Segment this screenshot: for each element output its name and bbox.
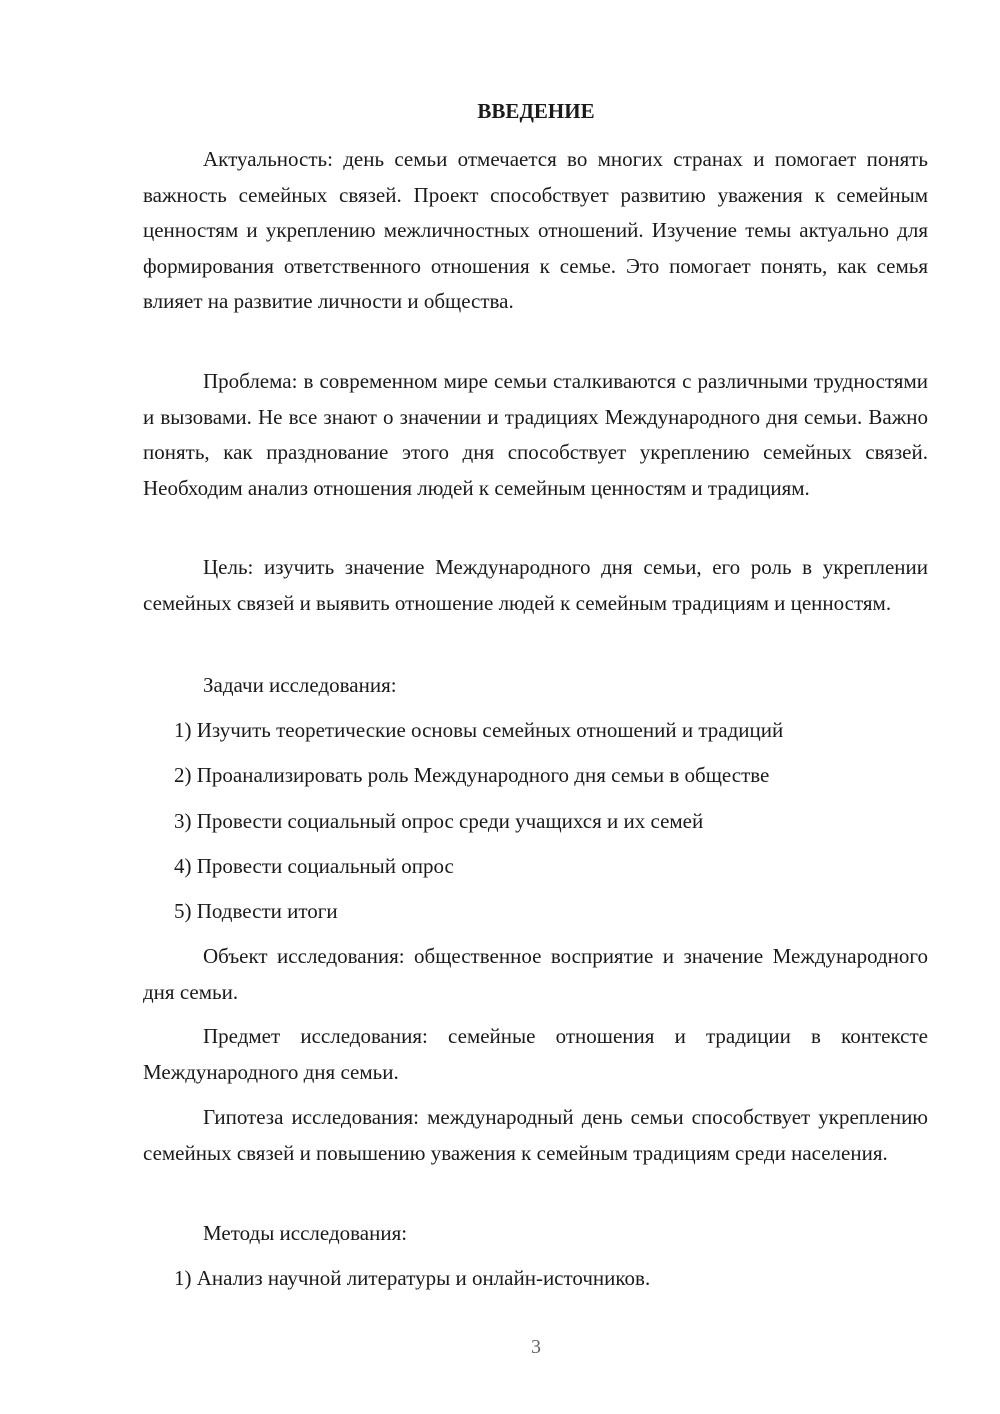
paragraph-goal: Цель: изучить значение Международного дня семьи, его роль в укреплении семейных связей и выявить отношение людей к семейным традициям и ценностям. [143, 555, 928, 615]
paragraph-relevance: Актуальность: день семьи отмечается во многих странах и помогает понять важность семейных связей. Проект способствует развитию уважения к семейным ценностям и укреплению межличностных отношений. Изучение темы актуально для формирования ответственного отношения к семье. Это помогает понять, как семья влияет на развитие личности и общества. [143, 147, 928, 313]
section-heading: ВВЕДЕНИЕ [477, 99, 595, 123]
method-item-1: 1) Анализ научной литературы и онлайн-источников. [174, 1266, 651, 1290]
task-item-4: 4) Провести социальный опрос [174, 854, 454, 878]
paragraph-problem: Проблема: в современном мире семьи сталкиваются с различными трудностями и вызовами. Не все знают о значении и традициях Международного дня семьи. Важно понять, как празднование этого дня способствует укреплению семейных связей. Необходим анализ отношения людей к семейным ценностям и традициям. [143, 369, 928, 500]
paragraph-object: Объект исследования: общественное восприятие и значение Международного дня семьи. [143, 944, 928, 1004]
task-item-2: 2) Проанализировать роль Международного дня семьи в обществе [174, 763, 770, 787]
methods-title: Методы исследования: [203, 1221, 408, 1245]
paragraph-subject: Предмет исследования: семейные отношения и традиции в контексте Международного дня семьи. [143, 1024, 928, 1084]
task-item-3: 3) Провести социальный опрос среди учащихся и их семей [174, 809, 704, 833]
tasks-title: Задачи исследования: [203, 673, 397, 697]
task-item-5: 5) Подвести итоги [174, 899, 338, 923]
page-number: 3 [531, 1336, 541, 1358]
task-item-1: 1) Изучить теоретические основы семейных отношений и традиций [174, 718, 784, 742]
paragraph-hypothesis: Гипотеза исследования: международный день семьи способствует укреплению семейных связей и повышению уважения к семейным традициям среди населения. [143, 1105, 928, 1165]
